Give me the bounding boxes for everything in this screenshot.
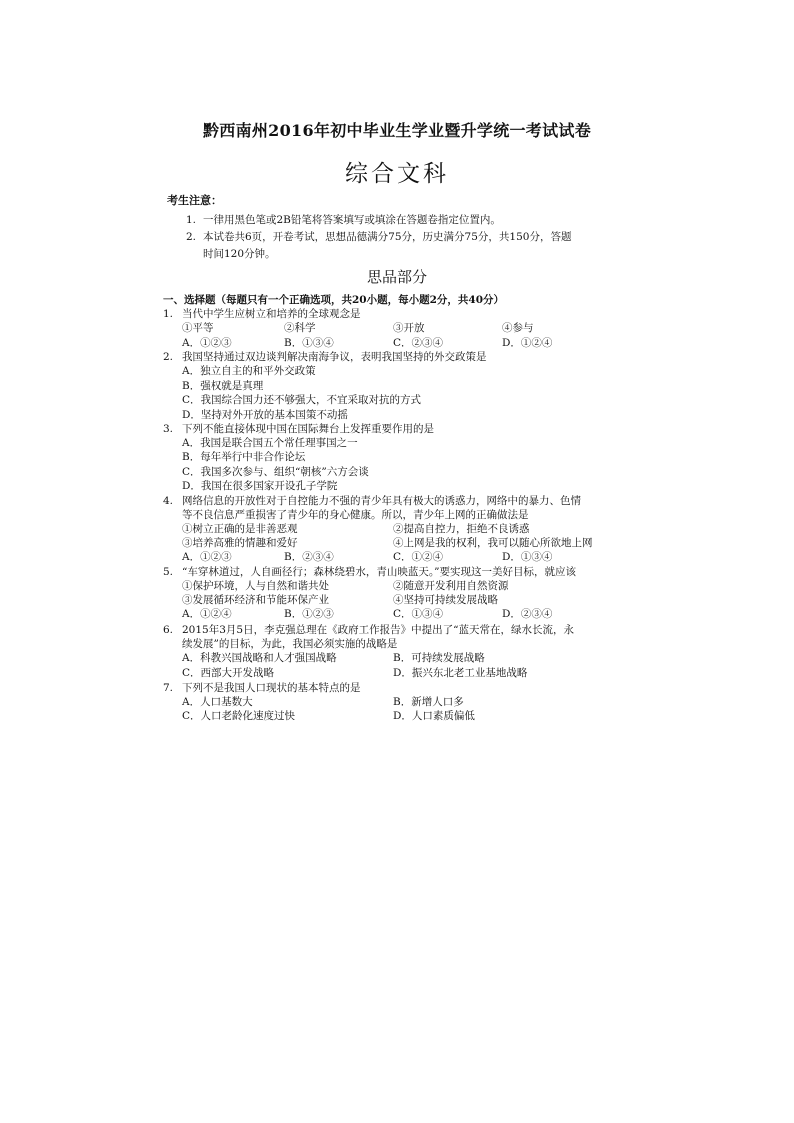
notice-text: 本试卷共6页，开卷考试，思想品德满分75分，历史满分75分，共150分，答题 (203, 231, 572, 243)
statement-item: ②随意开发利用自然资源 (393, 580, 509, 592)
question-stem (163, 681, 361, 695)
question-stem (163, 350, 487, 364)
statement-item: ①树立正确的是非善恶观 (182, 523, 298, 535)
statement-item: ③发展循环经济和节能环保产业 (182, 594, 329, 606)
answer-option: B．新增人口多 (393, 696, 464, 708)
answer-option: C．我国综合国力还不够强大，不宜采取对抗的方式 (182, 394, 422, 406)
question-stem (163, 623, 574, 637)
notice-item (186, 212, 501, 229)
question-stem-continued: 续发展”的目标，为此，我国必须实施的战略是 (182, 638, 398, 650)
answer-option: C．①③④ (393, 608, 444, 620)
question-text: 我国坚持通过双边谈判解决南海争议，表明我国坚持的外交政策是 (182, 351, 487, 363)
answer-option: C．西部大开发战略 (182, 667, 275, 679)
statement-item: ②提高自控力，拒绝不良诱惑 (393, 523, 530, 535)
answer-option: D．振兴东北老工业基地战略 (393, 667, 528, 679)
question-stem (163, 565, 576, 579)
notice-number: 1. (186, 214, 197, 226)
exam-subtitle: 综合文科 (345, 161, 449, 187)
statement-item: ②科学 (284, 322, 316, 334)
answer-option: D．①②④ (502, 337, 553, 349)
statement-item: ③培养高雅的情趣和爱好 (182, 537, 298, 549)
answer-option: B．①②③ (284, 608, 334, 620)
answer-option: A．人口基数大 (182, 696, 253, 708)
question-text: “车穿林道过，人自画径行；森林绕碧水，青山映蓝天。”要实现这一美好目标，就应该 (182, 566, 576, 578)
answer-option: A．独立自主的和平外交政策 (182, 365, 316, 377)
answer-option: D．人口素质偏低 (393, 710, 475, 722)
answer-option: A．①②④ (182, 608, 232, 620)
answer-option: A．①②③ (182, 337, 232, 349)
answer-option: B．②③④ (284, 551, 334, 563)
exam-title: 黔西南州2016年初中毕业生学业暨升学统一考试试卷 (202, 121, 592, 140)
question-number: 1. (163, 308, 174, 320)
answer-option: B．①③④ (284, 337, 334, 349)
question-stem (163, 307, 361, 321)
question-number: 3. (163, 423, 174, 435)
answer-option: D．①③④ (502, 551, 553, 563)
question-stem (163, 422, 434, 436)
question-text: 网络信息的开放性对于自控能力不强的青少年具有极大的诱惑力，网络中的暴力、色情 (182, 495, 581, 507)
question-text: 当代中学生应树立和培养的全球观念是 (182, 308, 361, 320)
statement-item: ③开放 (393, 322, 425, 334)
question-stem (163, 494, 581, 508)
answer-option: A．①②③ (182, 551, 232, 563)
notice-heading: 考生注意： (167, 194, 222, 207)
answer-option: D．我国在很多国家开设孔子学院 (182, 480, 338, 492)
answer-option: B．强权就是真理 (182, 380, 264, 392)
question-number: 5. (163, 566, 174, 578)
statement-item: ④参与 (502, 322, 534, 334)
answer-option: D．坚持对外开放的基本国策不动摇 (182, 409, 348, 421)
answer-option: B．每年举行中非合作论坛 (182, 451, 306, 463)
answer-option: C．②③④ (393, 337, 444, 349)
question-number: 2. (163, 351, 174, 363)
part-heading: 一、选择题（每题只有一个正确选项，共20小题，每小题2分，共40分） (163, 294, 505, 306)
section-title: 思品部分 (366, 268, 427, 286)
answer-option: D．②③④ (502, 608, 553, 620)
answer-option: A．我国是联合国五个常任理事国之一 (182, 437, 358, 449)
question-number: 6. (163, 624, 174, 636)
question-text: 下列不能直接体现中国在国际舞台上发挥重要作用的是 (182, 423, 434, 435)
question-stem-continued: 等不良信息严重损害了青少年的身心健康。所以，青少年上网的正确做法是 (182, 509, 529, 521)
question-text: 2015年3月5日，李克强总理在《政府工作报告》中提出了“蓝天常在，绿水长流，永 (182, 624, 574, 636)
question-number: 4. (163, 495, 174, 507)
statement-item: ④坚持可持续发展战略 (393, 594, 498, 606)
statement-item: ①平等 (182, 322, 214, 334)
statement-item: ④上网是我的权利，我可以随心所欲地上网 (393, 537, 593, 549)
notice-number: 2. (186, 231, 197, 243)
answer-option: C．我国多次参与、组织“朝核”六方会谈 (182, 466, 369, 478)
notice-text-continued: 时间120分钟。 (203, 248, 276, 260)
answer-option: C．人口老龄化速度过快 (182, 710, 296, 722)
answer-option: C．①②④ (393, 551, 444, 563)
statement-item: ①保护环境，人与自然和谐共处 (182, 580, 329, 592)
answer-option: B．可持续发展战略 (393, 652, 485, 664)
question-text: 下列不是我国人口现状的基本特点的是 (182, 682, 361, 694)
answer-option: A．科教兴国战略和人才强国战略 (182, 652, 337, 664)
notice-item (186, 229, 571, 263)
notice-text: 一律用黑色笔或2B铅笔将答案填写或填涂在答题卷指定位置内。 (203, 214, 501, 226)
question-number: 7. (163, 682, 174, 694)
